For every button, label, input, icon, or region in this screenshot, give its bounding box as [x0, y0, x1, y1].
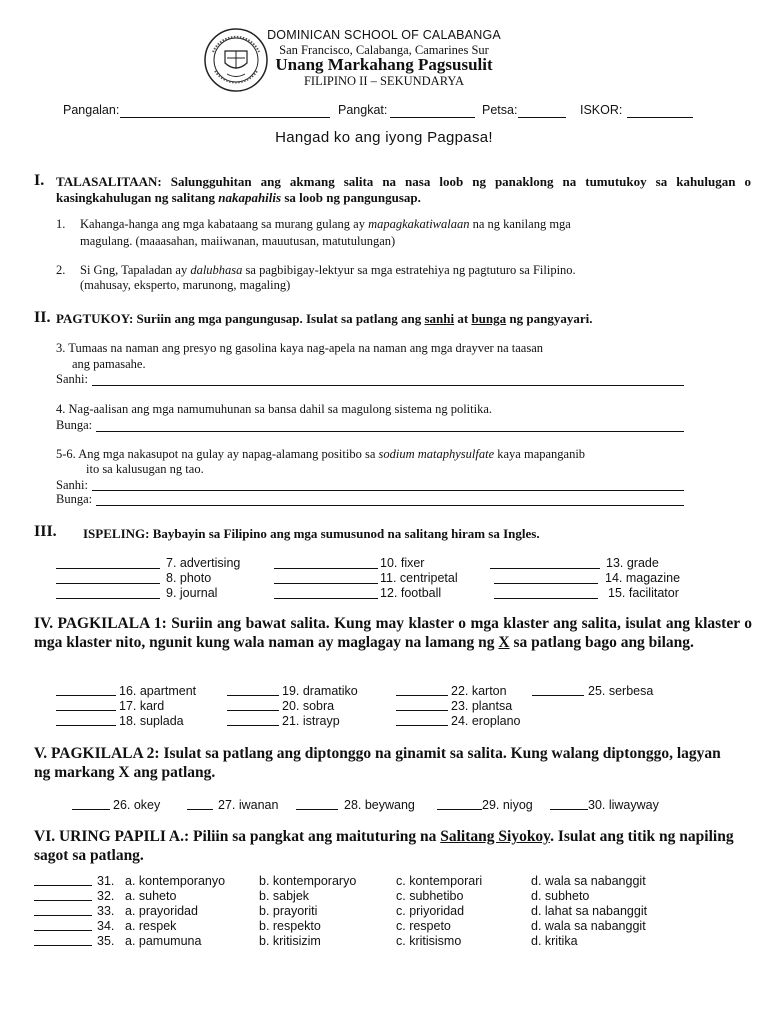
sec6-choice-b: b. kontemporaryo — [259, 874, 357, 888]
school-name: DOMINICAN SCHOOL OF CALABANGA — [267, 28, 501, 42]
sec5-blank[interactable] — [296, 809, 338, 810]
sec6-choice-a: a. kontemporanyo — [125, 874, 226, 888]
sec4-blank[interactable] — [227, 725, 279, 726]
school-address: San Francisco, Calabanga, Camarines Sur — [279, 43, 489, 57]
sec1-item-2-choices: (mahusay, eksperto, marunong, magaling) — [80, 278, 291, 292]
section-label: Pangkat: — [338, 103, 388, 117]
sec1-item-2: Si Gng, Tapaladan ay dalubhasa sa pagbibigay-lektyur sa mga estratehiya ng pagtuturo sa Filipino. — [80, 263, 576, 277]
sec5-blank[interactable] — [550, 809, 588, 810]
sec6-choice-d: d. wala sa nabanggit — [531, 874, 646, 888]
sec3-blank[interactable] — [56, 583, 160, 584]
sec4-blank[interactable] — [396, 695, 448, 696]
score-label: ISKOR: — [580, 103, 623, 117]
sec4-blank[interactable] — [396, 710, 448, 711]
sec6-choice-b: b. prayoriti — [259, 904, 318, 918]
sec6-answer-blank[interactable] — [34, 885, 92, 886]
sec4-blank[interactable] — [396, 725, 448, 726]
sec5-blank[interactable] — [187, 809, 213, 810]
sec6-item-number: 34. — [97, 919, 115, 933]
sec1-title: TALASALITAAN: — [56, 174, 162, 189]
sec4-item: 24. eroplano — [451, 714, 521, 728]
sec6-choice-a: a. respek — [125, 919, 177, 933]
sec5-item: 30. liwayway — [588, 798, 659, 812]
sec4-blank[interactable] — [56, 695, 116, 696]
sec5-item: 28. beywang — [344, 798, 415, 812]
sec4-item: 23. plantsa — [451, 699, 513, 713]
sec2-q3-sanhi-field[interactable] — [92, 385, 684, 386]
sec2-q56-cont: ito sa kalusugan ng tao. — [86, 462, 204, 476]
sec4-item: 19. dramatiko — [282, 684, 358, 698]
sec5-item: 29. niyog — [482, 798, 533, 812]
sec2-q3: 3. Tumaas na naman ang presyo ng gasolina kaya nag-apela na naman ang mga drayver na taasan — [56, 341, 543, 355]
sec3-item: 12. football — [380, 586, 442, 600]
motto: Hangad ko ang iyong Pagpasa! — [275, 129, 493, 146]
sec1-instructions — [56, 174, 751, 206]
sec3-item: 7. advertising — [166, 556, 241, 570]
sec2-q3-cont: ang pamasahe. — [72, 357, 146, 371]
sec3-number: III. — [34, 523, 57, 540]
sec4-item: 20. sobra — [282, 699, 335, 713]
sec6-choice-c: c. subhetibo — [396, 889, 464, 903]
sec6-answer-blank[interactable] — [34, 900, 92, 901]
sec1-item-1: Kahanga-hanga ang mga kabataang sa murang gulang ay mapagkakatiwalaan na ng kanilang mga — [80, 217, 571, 231]
sec6-answer-blank[interactable] — [34, 930, 92, 931]
sec2-instructions: PAGTUKOY: Suriin ang mga pangungusap. Isulat sa patlang ang sanhi at bunga ng pangyayari. — [56, 311, 593, 326]
sec1-number: I. — [34, 172, 45, 189]
sec6-choice-a: a. prayoridad — [125, 904, 198, 918]
sec2-q56-sanhi-field[interactable] — [92, 490, 684, 491]
sec2-q4-bunga-label: Bunga: — [56, 418, 93, 432]
sec3-item: 14. magazine — [605, 571, 681, 585]
sec6-choice-c: c. respeto — [396, 919, 451, 933]
sec1-item-1-num: 1. — [56, 217, 66, 231]
sec5-instructions: V. PAGKILALA 2: Isulat sa patlang ang diptonggo na ginamit sa salita. Kung walang diptonggo, lagyan ng markang X ang patlang. — [34, 745, 721, 781]
sec6-answer-blank[interactable] — [34, 945, 92, 946]
sec1-text-em: nakapahilis — [218, 190, 282, 205]
sec4-item: 16. apartment — [119, 684, 197, 698]
sec2-number: II. — [34, 309, 51, 326]
sec6-answer-blank[interactable] — [34, 915, 92, 916]
sec4-item: 22. karton — [451, 684, 507, 698]
sec3-item: 15. facilitator — [608, 586, 679, 600]
score-field[interactable] — [627, 117, 693, 118]
subject-title: FILIPINO II – SEKUNDARYA — [303, 74, 465, 88]
sec3-blank[interactable] — [494, 583, 598, 584]
sec6-choice-d: d. wala sa nabanggit — [531, 919, 646, 933]
sec2-q56-bunga-label: Bunga: — [56, 492, 93, 506]
sec6-choice-c: c. priyoridad — [396, 904, 465, 918]
sec3-blank[interactable] — [274, 598, 378, 599]
sec4-blank[interactable] — [56, 710, 116, 711]
sec2-q56-bunga-field[interactable] — [96, 505, 684, 506]
sec5-item: 26. okey — [113, 798, 161, 812]
sec1-item-1-choices: magulang. (maaasahan, maiiwanan, mauutusan, matutulungan) — [80, 234, 396, 248]
sec3-item: 11. centripetal — [380, 571, 458, 585]
exam-title: Unang Markahang Pagsusulit — [275, 55, 493, 74]
sec6-choice-c: c. kritisismo — [396, 934, 462, 948]
sec1-text-a: Salungguhitan ang akmang salita na nasa loob ng panaklong na tumutukoy sa kahulugan o kasingkahulugan ng salitang — [56, 174, 751, 205]
sec3-item: 13. grade — [606, 556, 659, 570]
sec3-blank[interactable] — [56, 568, 160, 569]
sec2-q4: 4. Nag-aalisan ang mga namumuhunan sa bansa dahil sa magulong sistema ng politika. — [56, 402, 493, 416]
sec6-choice-d: d. subheto — [531, 889, 590, 903]
sec3-item: 8. photo — [166, 571, 212, 585]
sec6-choice-a: a. pamumuna — [125, 934, 202, 948]
sec4-item: 21. istrayp — [282, 714, 340, 728]
sec6-choice-b: b. sabjek — [259, 889, 310, 903]
sec3-item: 10. fixer — [380, 556, 425, 570]
sec3-blank[interactable] — [274, 568, 378, 569]
sec3-item: 9. journal — [166, 586, 218, 600]
sec5-item: 27. iwanan — [218, 798, 279, 812]
date-label: Petsa: — [482, 103, 518, 117]
sec3-blank[interactable] — [56, 598, 160, 599]
sec2-q3-sanhi-label: Sanhi: — [56, 372, 88, 386]
sec1-item-2-num: 2. — [56, 263, 66, 277]
sec3-blank[interactable] — [494, 598, 598, 599]
sec6-choice-b: b. respekto — [259, 919, 321, 933]
section-field[interactable] — [390, 117, 475, 118]
sec4-item: 18. suplada — [119, 714, 184, 728]
sec6-instructions: VI. URING PAPILI A.: Piliin sa pangkat ang maituturing na Salitang Siyokoy. Isulat ang titik ng napiling sagot sa patlang. — [34, 828, 734, 864]
sec1-text-b: sa loob ng pangungusap. — [284, 190, 421, 205]
sec6-choice-d: d. lahat sa nabanggit — [531, 904, 648, 918]
sec6-choice-a: a. suheto — [125, 889, 177, 903]
sec4-blank[interactable] — [227, 695, 279, 696]
name-label: Pangalan: — [63, 103, 120, 117]
sec6-item-number: 35. — [97, 934, 115, 948]
sec5-blank[interactable] — [437, 809, 482, 810]
sec3-instructions: ISPELING: Baybayin sa Filipino ang mga sumusunod na salitang hiram sa Ingles. — [83, 526, 540, 541]
sec4-blank[interactable] — [532, 695, 584, 696]
sec6-item-number: 33. — [97, 904, 115, 918]
name-field[interactable] — [120, 117, 330, 118]
sec5-blank[interactable] — [72, 809, 110, 810]
sec6-choice-b: b. kritisizim — [259, 934, 321, 948]
sec2-q56-sanhi-label: Sanhi: — [56, 478, 88, 492]
sec6-choice-c: c. kontemporari — [396, 874, 483, 888]
sec6-choice-d: d. kritika — [531, 934, 578, 948]
sec3-blank[interactable] — [490, 568, 600, 569]
sec4-item: 25. serbesa — [588, 684, 654, 698]
sec2-q4-bunga-field[interactable] — [96, 431, 684, 432]
date-field[interactable] — [518, 117, 566, 118]
sec4-blank[interactable] — [56, 725, 116, 726]
sec4-item: 17. kard — [119, 699, 165, 713]
sec4-blank[interactable] — [227, 710, 279, 711]
sec3-blank[interactable] — [274, 583, 378, 584]
sec2-q56: 5-6. Ang mga nakasupot na gulay ay napag-alamang positibo sa sodium mataphysulfate kaya mapanganib — [56, 447, 586, 461]
sec6-item-number: 31. — [97, 874, 115, 888]
sec4-instructions: IV. PAGKILALA 1: Suriin ang bawat salita. Kung may klaster o mga klaster ang salita, isulat ang klaster o mga klaster nito, ngunit kung wala naman ay maglagay na lamang ng X sa patlang bago ang bilang. — [34, 615, 752, 651]
sec6-item-number: 32. — [97, 889, 115, 903]
